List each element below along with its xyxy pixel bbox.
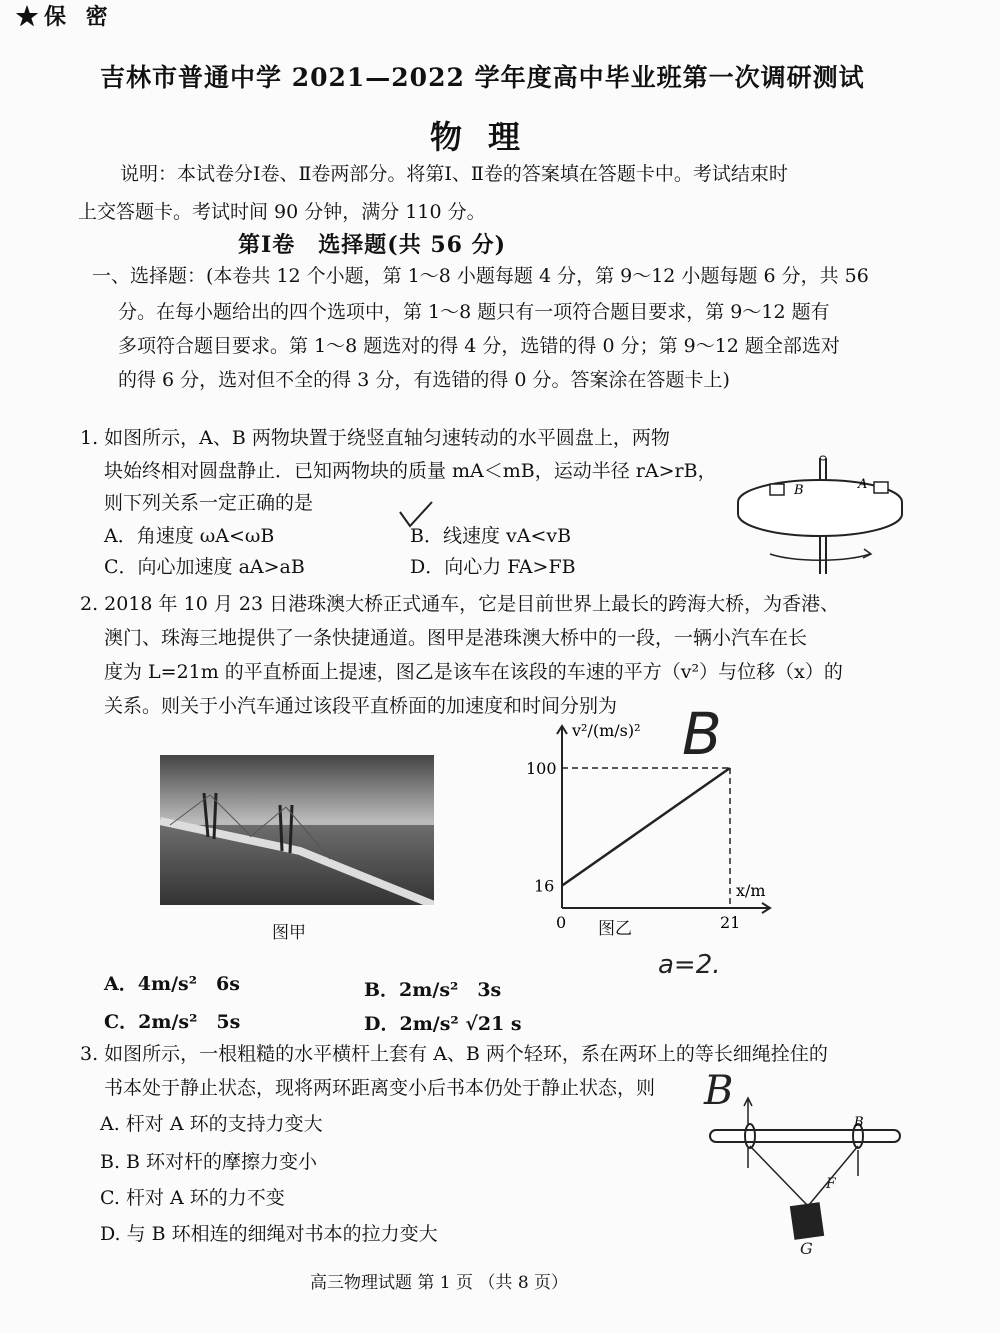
section-intro-line-3: 多项符合题目要求。第 1～8 题选对的得 4 分，选错的得 0 分；第 9～12 题全部选对 — [118, 335, 840, 357]
q1-line-2: 块始终相对圆盘静止．已知两物块的质量 mA＜mB，运动半径 rA>rB， — [104, 460, 717, 482]
q3-handwritten-answer: B — [704, 1070, 734, 1114]
section-title: 第Ⅰ卷 选择题(共 56 分) — [238, 232, 507, 258]
data-line — [562, 768, 730, 886]
instructions-line-1: 说明：本试卷分Ⅰ卷、Ⅱ卷两部分。将第Ⅰ、Ⅱ卷的答案填在答题卡中。考试结束时 — [120, 163, 788, 185]
confidential-mark: ★保 密 — [16, 4, 114, 30]
q2-option-c: C．2m/s² 5s — [104, 1011, 241, 1033]
q3-option-d: D. 与 B 环相连的细绳对书本的拉力变大 — [100, 1223, 438, 1245]
q2-line-1: 2. 2018 年 10 月 23 日港珠澳大桥正式通车，它是目前世界上最长的跨海大桥，为香港、 — [80, 593, 840, 615]
section-intro-line-2: 分。在每小题给出的四个选项中，第 1～8 题只有一项符合题目要求，第 9～12 题有 — [118, 301, 830, 323]
q3-option-a: A. 杆对 A 环的支持力变大 — [100, 1113, 323, 1135]
q3-force-g: G — [800, 1239, 813, 1258]
q1-line-3: 则下列关系一定正确的是 — [104, 492, 314, 514]
y-tick-100: 100 — [526, 759, 557, 778]
q3-force-f: F — [826, 1176, 836, 1192]
q1-option-c: C．向心加速度 aA>aB — [104, 556, 305, 578]
q1-label-b: B — [794, 483, 804, 498]
photo-caption: 图甲 — [272, 923, 306, 943]
x-axis-label: x/m — [736, 881, 766, 900]
q1-line-1: 1. 如图所示，A、B 两物块置于绕竖直轴匀速转动的水平圆盘上，两物 — [80, 427, 670, 449]
q2-line-3: 度为 L=21m 的平直桥面上提速，图乙是该车在该段的车速的平方（v²）与位移（x）的 — [104, 661, 843, 683]
q3-line-2: 书本处于静止状态，现将两环距离变小后书本仍处于静止状态，则 — [104, 1077, 656, 1099]
subject-title: 物理 — [430, 118, 547, 156]
bridge-photo — [160, 755, 434, 905]
q2-line-2: 澳门、珠海三地提供了一条快捷通道。图甲是港珠澳大桥中的一段，一辆小汽车在长 — [104, 627, 808, 649]
q1-turntable-figure — [730, 450, 910, 590]
q2-handwritten-answer: B — [682, 700, 722, 768]
checkmark-icon — [396, 500, 436, 530]
section-intro-line-4: 的得 6 分，选对但不全的得 3 分，有选错的得 0 分。答案涂在答题卡上) — [118, 369, 730, 391]
q1-option-d: D．向心力 FA>FB — [410, 556, 576, 578]
q2-option-b: B．2m/s² 3s — [364, 979, 502, 1001]
q2-line-4: 关系。则关于小汽车通过该段平直桥面的加速度和时间分别为 — [104, 695, 618, 717]
instructions-line-2: 上交答题卡。考试时间 90 分钟，满分 110 分。 — [78, 201, 486, 223]
q2-option-a: A．4m/s² 6s — [104, 973, 240, 995]
section-intro-line-1: 一、选择题：(本卷共 12 个小题，第 1～8 小题每题 4 分，第 9～12 小题每题 6 分，共 56 — [92, 265, 869, 287]
x-tick-21: 21 — [720, 913, 741, 932]
y-axis-label: v²/(m/s)² — [572, 721, 641, 740]
x-tick-0: 0 — [556, 913, 567, 932]
q3-option-b: B. B 环对杆的摩擦力变小 — [100, 1151, 318, 1173]
graph-caption: 图乙 — [598, 919, 632, 939]
q3-rings-figure — [700, 1070, 910, 1260]
exam-title: 吉林市普通中学 2021—2022 学年度高中毕业班第一次调研测试 — [100, 63, 865, 92]
page-footer: 高三物理试题 第 1 页 （共 8 页） — [310, 1273, 569, 1293]
q2-option-d: D．2m/s² √21 s — [364, 1013, 522, 1035]
q3-label-b: B — [854, 1115, 864, 1130]
q1-option-b: B．线速度 vA<vB — [410, 525, 572, 547]
q3-option-c: C. 杆对 A 环的力不变 — [100, 1187, 285, 1209]
q1-label-a: A — [858, 477, 868, 492]
q2-handwritten-note: a=2. — [658, 950, 721, 980]
y-tick-16: 16 — [534, 876, 555, 896]
q3-line-1: 3. 如图所示，一根粗糙的水平横杆上套有 A、B 两个轻环，系在两环上的等长细绳拴住的 — [80, 1043, 828, 1065]
q1-option-a: A．角速度 ωA<ωB — [104, 525, 275, 547]
velocity-squared-chart — [480, 712, 800, 932]
